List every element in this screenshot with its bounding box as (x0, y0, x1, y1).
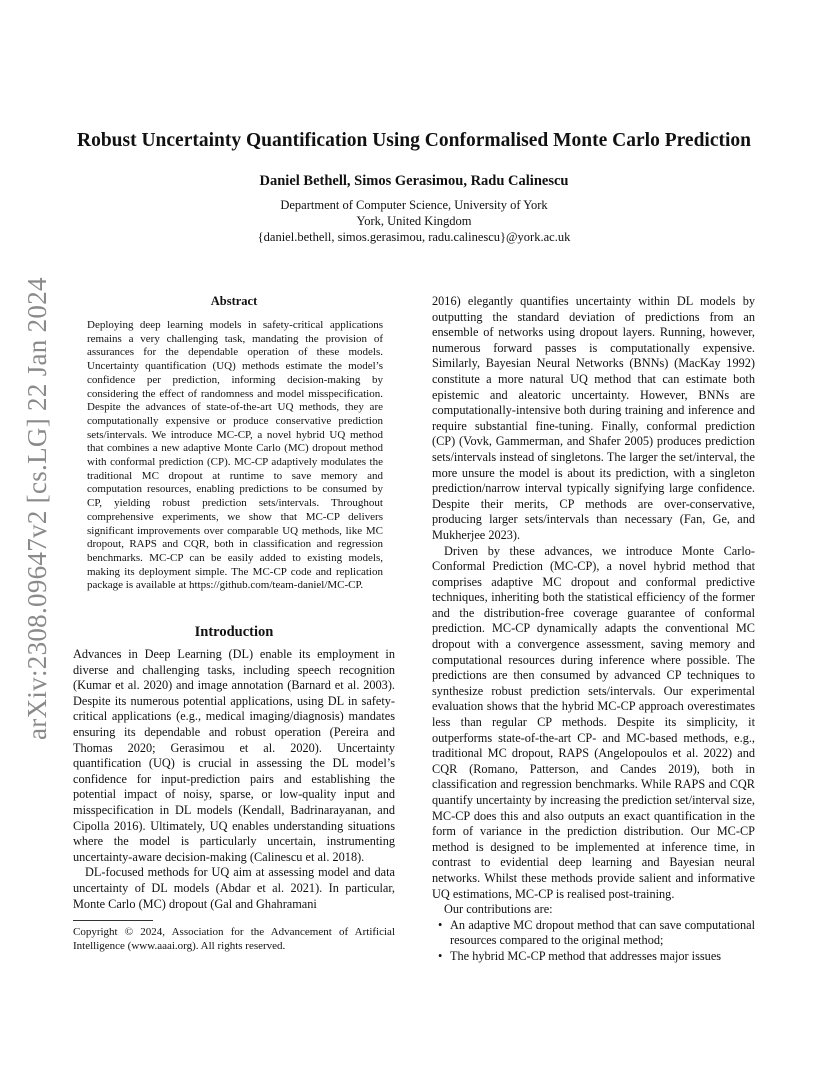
contribution-text: An adaptive MC dropout method that can save computational resources compared to the original method; (450, 917, 755, 948)
list-item (432, 918, 755, 949)
introduction-paragraph: Advances in Deep Learning (DL) enable its employment in diverse and challenging tasks, including speech recognition (Kumar et al. 2020) and image annotation (Barnard et al. 2003). Despite its numerous potential applications, using DL in safety-critical applications (e.g., medical imaging/diagnosis) mandates ensuring its dependable and robust operation (Pereira and Thomas 2020; Gerasimou et al. 2020). Uncertainty quantification (UQ) is crucial in assessing the DL model’s confidence for input-prediction pairs and establishing the potential impact of noisy, sparse, or low-quality input and misspecification in DL models (Kendall, Badrinarayanan, and Cipolla 2016). Ultimately, UQ enables understanding situations where the model is particularly uncertain, instrumenting uncertainty-aware decision-making (Calinescu et al. 2018). (73, 647, 395, 864)
affiliation-emails: {daniel.bethell, simos.gerasimou, radu.calinescu}@york.ac.uk (257, 230, 571, 244)
body-paragraph: 2016) elegantly quantifies uncertainty within DL models by outputting the standard deviation of predictions from an ensemble of networks using dropout layers. Running, however, numerous forward passes is computationally expensive. Similarly, Bayesian Neural Networks (BNNs) (MacKay 1992) constitute a more natural UQ method that can estimate both epistemic and aleatoric uncertainty. However, BNNs are computationally-intensive both during training and inference and require substantial fine-tuning. Finally, conformal prediction (CP) (Vovk, Gammerman, and Shafer 2005) produces prediction sets/intervals instead of singletons. The larger the set/interval, the more unsure the model is about its prediction, with a singleton prediction/narrow interval typically signifying large confidence. Despite their merits, CP methods are over-conservative, producing larger sets/intervals than necessary (Fan, Ge, and Mukherjee 2023). (432, 294, 755, 542)
body-paragraph: Driven by these advances, we introduce Monte Carlo-Conformal Prediction (MC-CP), a novel hybrid method that comprises adaptive MC dropout and conformal predictive techniques, inheriting both the statistical efficiency of the former and the distribution-free coverage guarantee of conformal prediction. MC-CP dynamically adapts the conventional MC dropout with a convergence assessment, saving memory and computational resources during inference where possible. The predictions are then consumed by advanced CP techniques to synthesize robust prediction sets/intervals. Our experimental evaluation shows that the hybrid MC-CP approach overestimates less than regular CP methods. Despite its simplicity, it outperforms state-of-the-art CP- and MC-based methods, e.g., traditional MC dropout, RAPS (Angelopoulos et al. 2022) and CQR (Romano, Patterson, and Candes 2019), both in classification and regression benchmarks. While RAPS and CQR quantify uncertainty by increasing the prediction set/interval size, MC-CP does this and also outputs an exact quantification in the form of variance in the prediction distribution. Our MC-CP method is designed to be implemented at inference time, in contrast to evidential deep learning and Bayesian neural networks. Whilst these methods provide salient and informative UQ estimations, MC-CP is realised post-training. (432, 543, 755, 901)
list-item (432, 949, 755, 965)
introduction-paragraph: DL-focused methods for UQ aim at assessing model and data uncertainty of DL models (Abdar et al. 2021). In particular, Monte Carlo (MC) dropout (Gal and Ghahramani (73, 865, 395, 911)
paper-title: Robust Uncertainty Quantification Using Conformalised Monte Carlo Prediction (77, 130, 751, 151)
affiliation-location: York, United Kingdom (356, 214, 472, 228)
paper-authors: Daniel Bethell, Simos Gerasimou, Radu Calinescu (259, 173, 569, 189)
bullet-marker: • (438, 917, 443, 932)
contribution-text: The hybrid MC-CP method that addresses major issues (450, 948, 722, 963)
introduction-heading: Introduction (194, 624, 274, 640)
contributions-list (432, 918, 755, 965)
footnote-divider (73, 920, 153, 921)
affiliation-block (0, 197, 828, 245)
copyright-footnote: Copyright © 2024, Association for the Advancement of Artificial Intelligence (www.aaai.org). All rights reserved. (73, 926, 395, 952)
arxiv-identifier: arXiv:2308.09647v2 [cs.LG] 22 Jan 2024 (22, 277, 52, 740)
right-column-body (432, 294, 755, 965)
affiliation-department: Department of Computer Science, University of York (280, 198, 548, 212)
bullet-marker: • (438, 948, 443, 963)
abstract-heading: Abstract (210, 294, 258, 308)
introduction-body (73, 647, 395, 912)
abstract-text: Deploying deep learning models in safety-critical applications remains a very challenging task, mandating the provision of assurances for the dependable operation of these models. Uncertainty quantification (UQ) methods estimate the model’s confidence per prediction, informing decision-making by considering the effect of randomness and model misspecification. Despite the advances of state-of-the-art UQ methods, they are computationally expensive or produce conservative prediction sets/intervals. We introduce MC-CP, a novel hybrid UQ method that combines a new adaptive Monte Carlo (MC) dropout method with conformal prediction (CP). MC-CP adaptively modulates the traditional MC dropout at runtime to save memory and computation resources, enabling predictions to be consumed by CP, yielding robust prediction sets/intervals. Throughout comprehensive experiments, we show that MC-CP delivers significant improvements over comparable UQ methods, like MC dropout, RAPS and CQR, both in classification and regression benchmarks. MC-CP can be easily added to existing models, making its deployment simple. The MC-CP code and replication package is available at https://github.com/team-daniel/MC-CP. (87, 319, 383, 592)
contributions-intro: Our contributions are: (444, 902, 553, 917)
